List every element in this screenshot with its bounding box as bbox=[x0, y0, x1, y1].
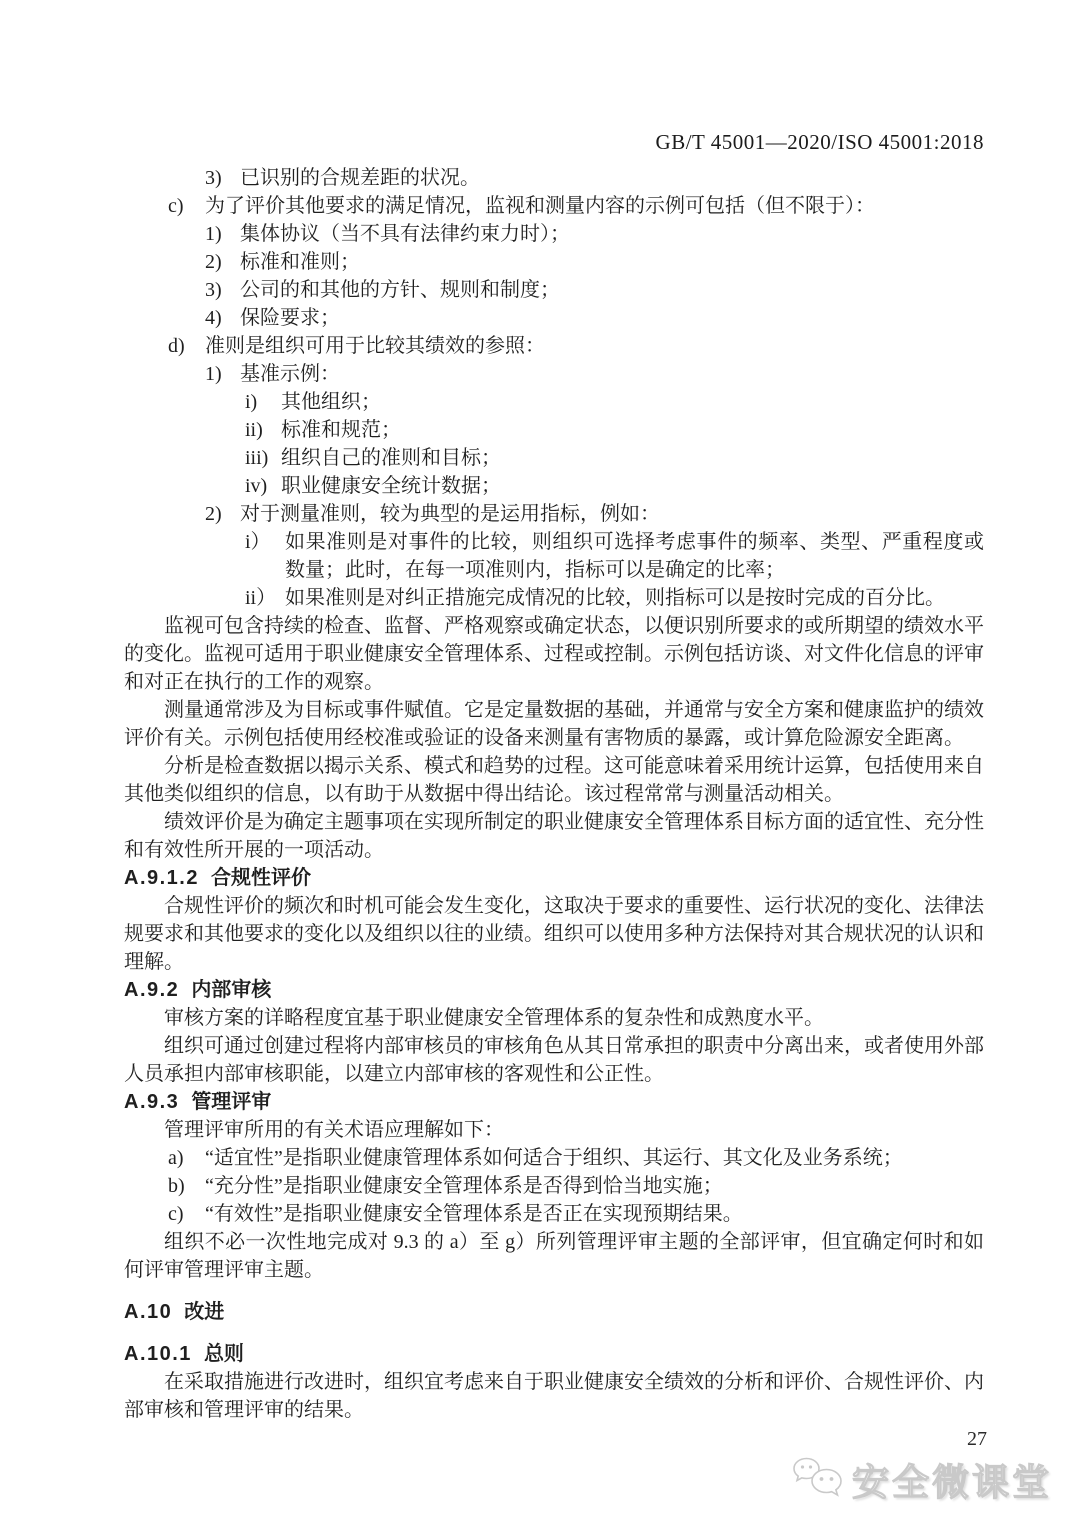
list-marker: 3) bbox=[205, 279, 222, 301]
list-item bbox=[124, 360, 984, 388]
section-number: A.9.2 bbox=[124, 979, 180, 1001]
section-number: A.9.1.2 bbox=[124, 867, 199, 889]
section-title: 改进 bbox=[184, 1301, 225, 1323]
list-item bbox=[124, 1200, 984, 1228]
list-item bbox=[124, 1144, 984, 1172]
list-marker: i） bbox=[245, 531, 271, 553]
paragraph: 在采取措施进行改进时，组织宜考虑来自于职业健康安全绩效的分析和评价、合规性评价、内部审核和管理评审的结果。 bbox=[124, 1371, 984, 1421]
section-heading bbox=[124, 976, 984, 1004]
paragraph: 分析是检查数据以揭示关系、模式和趋势的过程。这可能意味着采用统计运算，包括使用来自其他类似组织的信息，以有助于从数据中得出结论。该过程常常与测量活动相关。 bbox=[124, 755, 984, 805]
list-marker: ii） bbox=[245, 587, 277, 609]
list-item bbox=[124, 220, 984, 248]
list-item bbox=[124, 500, 984, 528]
list-text: 标准和准则； bbox=[240, 251, 360, 273]
section-title: 总则 bbox=[203, 1343, 244, 1365]
list-marker: iv) bbox=[245, 475, 268, 497]
section-title: 内部审核 bbox=[191, 979, 272, 1001]
list-text: 职业健康安全统计数据； bbox=[281, 475, 501, 497]
list-marker: ii) bbox=[245, 419, 263, 441]
section-title: 合规性评价 bbox=[210, 867, 311, 889]
list-text: “适宜性”是指职业健康管理体系如何适合于组织、其运行、其文化及业务系统； bbox=[205, 1147, 903, 1169]
section-number: A.10 bbox=[124, 1301, 173, 1323]
list-marker: iii) bbox=[245, 447, 269, 469]
section-number: A.9.3 bbox=[124, 1091, 180, 1113]
list-item bbox=[124, 444, 984, 472]
list-item bbox=[124, 528, 984, 584]
list-text: 为了评价其他要求的满足情况，监视和测量内容的示例可包括（但不限于）： bbox=[205, 195, 875, 217]
paragraph: 组织不必一次性地完成对 9.3 的 a）至 g）所列管理评审主题的全部评审，但宜确定何时和如何评审管理评审主题。 bbox=[124, 1231, 984, 1281]
list-marker: b) bbox=[168, 1175, 185, 1197]
list-marker: c) bbox=[168, 195, 184, 217]
list-text: 准则是组织可用于比较其绩效的参照： bbox=[205, 335, 545, 357]
list-text: “有效性”是指职业健康安全管理体系是否正在实现预期结果。 bbox=[205, 1203, 743, 1225]
list-text: 基准示例： bbox=[240, 363, 340, 385]
watermark-text: 安全微课堂 bbox=[852, 1462, 1052, 1503]
section-number: A.10.1 bbox=[124, 1343, 192, 1365]
section-title: 管理评审 bbox=[191, 1091, 272, 1113]
list-item bbox=[124, 1172, 984, 1200]
list-item bbox=[124, 332, 984, 360]
content-area bbox=[124, 164, 984, 1424]
list-item bbox=[124, 192, 984, 220]
paragraph: 组织可通过创建过程将内部审核员的审核角色从其日常承担的职责中分离出来，或者使用外部人员承担内部审核职能，以建立内部审核的客观性和公正性。 bbox=[124, 1035, 984, 1085]
list-text: 组织自己的准则和目标； bbox=[281, 447, 501, 469]
list-marker: 1) bbox=[205, 223, 222, 245]
list-text: 如果准则是对纠正措施完成情况的比较，则指标可以是按时完成的百分比。 bbox=[285, 587, 945, 609]
list-text: 对于测量准则，较为典型的是运用指标，例如： bbox=[240, 503, 660, 525]
list-marker: 2) bbox=[205, 251, 222, 273]
document-header bbox=[0, 130, 984, 155]
section-heading bbox=[124, 1088, 984, 1116]
section-heading bbox=[124, 864, 984, 892]
list-marker: i) bbox=[245, 391, 258, 413]
list-marker: 3) bbox=[205, 167, 222, 189]
list-text: 公司的和其他的方针、规则和制度； bbox=[240, 279, 560, 301]
list-item bbox=[124, 584, 984, 612]
watermark bbox=[792, 1452, 1052, 1506]
wechat-bubbles-icon bbox=[792, 1456, 846, 1502]
list-marker: 1) bbox=[205, 363, 222, 385]
list-marker: 4) bbox=[205, 307, 222, 329]
list-item bbox=[124, 416, 984, 444]
list-text: 已识别的合规差距的状况。 bbox=[240, 167, 480, 189]
list-item bbox=[124, 304, 984, 332]
list-text: 保险要求； bbox=[240, 307, 340, 329]
list-item bbox=[124, 276, 984, 304]
section-heading bbox=[124, 1298, 984, 1326]
list-item bbox=[124, 164, 984, 192]
list-text: 其他组织； bbox=[281, 391, 381, 413]
paragraph: 测量通常涉及为目标或事件赋值。它是定量数据的基础，并通常与安全方案和健康监护的绩效评价有关。示例包括使用经校准或验证的设备来测量有害物质的暴露，或计算危险源安全距离。 bbox=[124, 699, 984, 749]
paragraph: 监视可包含持续的检查、监督、严格观察或确定状态，以便识别所要求的或所期望的绩效水平的变化。监视可适用于职业健康安全管理体系、过程或控制。示例包括访谈、对文件化信息的评审和对正在执行的工作的观察。 bbox=[124, 615, 984, 693]
list-item bbox=[124, 472, 984, 500]
paragraph: 审核方案的详略程度宜基于职业健康安全管理体系的复杂性和成熟度水平。 bbox=[164, 1007, 824, 1029]
list-item bbox=[124, 388, 984, 416]
list-text: 集体协议（当不具有法律约束力时）； bbox=[240, 223, 570, 245]
paragraph: 合规性评价的频次和时机可能会发生变化，这取决于要求的重要性、运行状况的变化、法律法规要求和其他要求的变化以及组织以往的业绩。组织可以使用多种方法保持对其合规状况的认识和理解。 bbox=[124, 895, 984, 973]
list-marker: 2) bbox=[205, 503, 222, 525]
list-text: “充分性”是指职业健康安全管理体系是否得到恰当地实施； bbox=[205, 1175, 723, 1197]
list-text: 标准和规范； bbox=[281, 419, 401, 441]
list-marker: a) bbox=[168, 1147, 184, 1169]
list-marker: d) bbox=[168, 335, 185, 357]
list-item bbox=[124, 248, 984, 276]
page-number: 27 bbox=[967, 1428, 987, 1450]
standard-number: GB/T 45001—2020/ISO 45001:2018 bbox=[655, 130, 984, 154]
paragraph: 管理评审所用的有关术语应理解如下： bbox=[164, 1119, 504, 1141]
list-marker: c) bbox=[168, 1203, 184, 1225]
section-heading bbox=[124, 1340, 984, 1368]
list-text: 如果准则是对事件的比较，则组织可选择考虑事件的频率、类型、严重程度或数量；此时，在每一项准则内，指标可以是确定的比率； bbox=[285, 531, 984, 581]
paragraph: 绩效评价是为确定主题事项在实现所制定的职业健康安全管理体系目标方面的适宜性、充分性和有效性所开展的一项活动。 bbox=[124, 811, 984, 861]
